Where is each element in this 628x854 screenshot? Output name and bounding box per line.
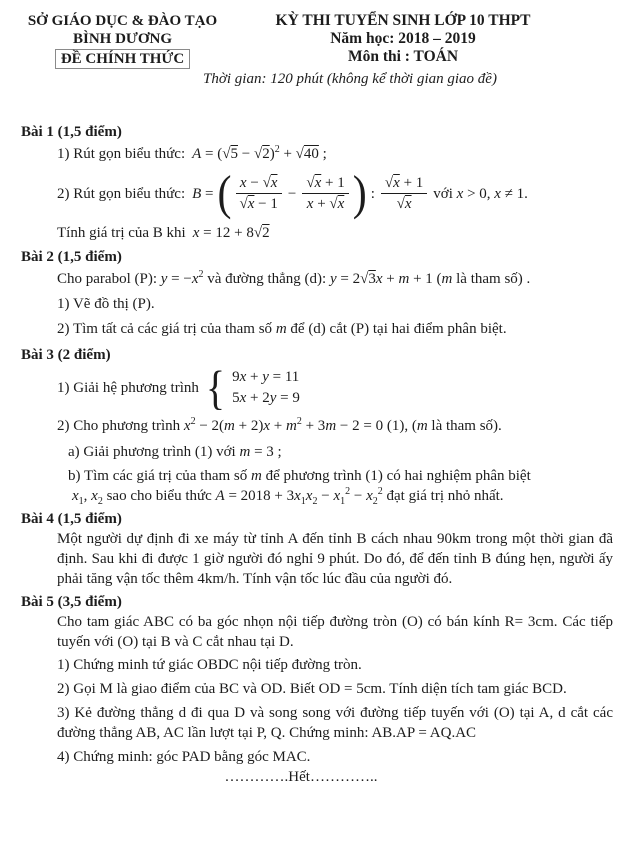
item-prefix: Tính giá trị của B khi: [57, 225, 186, 241]
bai1-item2: [57, 167, 612, 220]
bai5-item1: 1) Chứng minh tứ giác OBDC nội tiếp đường tròn.: [57, 657, 362, 673]
formula-A: $A = (√5 - √2)^2 + √40$ ;: [192, 144, 327, 162]
header-right-block: [238, 12, 568, 66]
formula-condition: với x > 0, x ≠ 1.: [433, 185, 528, 202]
exam-title: KỲ THI TUYỂN SINH LỚP 10 THPT: [275, 12, 531, 29]
fraction-3: [381, 174, 427, 213]
official-exam-label: ĐỀ CHÍNH THỨC: [55, 49, 190, 69]
header-left-block: [20, 12, 225, 69]
bai3-item2b-line2: $x_1$, $x_2$ sao cho biểu thức $A = 2018 + 3x_1x_2 - x_1^2 - x_2^2$ đạt giá trị nhỏ nhất.: [72, 486, 504, 507]
section-heading-bai5: Bài 5 (3,5 điểm): [21, 594, 122, 610]
item-prefix: 1) Giải hệ phương trình: [57, 380, 199, 396]
fraction-1: [236, 174, 282, 213]
bai3-item2a: a) Giải phương trình (1) với m = 3 ;: [68, 444, 282, 460]
exam-body: [0, 122, 628, 787]
school-year: Năm học: 2018 – 2019: [330, 30, 476, 47]
bai3-item1: 1) Giải hệ phương trình { 9x + y = 11 5x + 2y = 9: [57, 360, 300, 415]
bai1-item1: [57, 144, 612, 164]
numerator: x − √x: [236, 174, 282, 194]
divide-operator: :: [370, 185, 375, 202]
formula-lhs: B =: [192, 185, 214, 202]
exam-duration: Thời gian: 120 phút (không kể thời gian giao đề): [203, 71, 497, 87]
bai3-item2b-line1: b) Tìm các giá trị của tham số m để phương trình (1) có hai nghiệm phân biệt: [68, 468, 531, 484]
bai2-item2: 2) Tìm tất cả các giá trị của tham số m để (d) cắt (P) tại hai điểm phân biệt.: [57, 321, 507, 337]
end-of-exam-marker: ………….Hết…………..: [224, 769, 378, 785]
exam-subject: Môn thi : TOÁN: [347, 48, 459, 65]
fraction-2: [302, 174, 348, 213]
bai3-item2: 2) Cho phương trình $x^2 - 2(m + 2)x + m^2 + 3m - 2 = 0$ (1), (m là tham số).: [57, 416, 502, 434]
exam-header: [0, 0, 628, 96]
denominator: √x: [396, 196, 412, 212]
bai5-item3: 3) Kẻ đường thẳng d đi qua D và song song với đường tiếp tuyến với (O) tại A, d cắt các đường thẳng AB, AC lần lượt tại P, Q. Chứng minh: AB.AP = AQ.AC: [57, 705, 613, 741]
section-heading-bai4: Bài 4 (1,5 điểm): [21, 511, 122, 527]
formula-x-value: x = 12 + 8√2: [192, 225, 270, 241]
formula-B: B = ( $\frac{x - √x}{√x - 1}$ − $\frac{√x + 1}{x + √x}$ ) : $\frac{√x + 1}{√x}$ với x > 0, x ≠ 1.: [192, 167, 528, 220]
bai4-problem-text: Một người dự định đi xe máy từ tỉnh A đến tỉnh B cách nhau 90km trong một thời gian đã định. Sau khi đi được 1 giờ người đó nghỉ 9 phút. Do đó, để đến tỉnh B đúng hẹn, người ấy phải tăng vận tốc thêm 4km/h. Tính vận tốc lúc đầu của người đó.: [57, 531, 613, 587]
province-name: BÌNH DƯƠNG: [72, 31, 173, 47]
numerator: √x + 1: [381, 174, 427, 194]
section-heading-bai1: Bài 1 (1,5 điểm): [21, 124, 122, 140]
equation-system: [232, 367, 300, 409]
item-prefix: 1) Rút gọn biểu thức:: [57, 146, 186, 162]
bai1-item3: [57, 223, 612, 243]
section-heading-bai3: Bài 3 (2 điểm): [21, 347, 111, 363]
bai2-item1: 1) Vẽ đồ thị (P).: [57, 296, 155, 312]
numerator: √x + 1: [302, 174, 348, 194]
equation-2: 5x + 2y = 9: [232, 390, 300, 406]
bai5-intro: Cho tam giác ABC có ba góc nhọn nội tiếp đường tròn (O) có bán kính R= 3cm. Các tiếp tuyến với (O) tại B và C cắt nhau tại D.: [57, 614, 613, 650]
minus-operator: −: [287, 185, 297, 202]
bai5-item4: 4) Chứng minh: góc PAD bằng góc MAC.: [57, 749, 311, 765]
department-name: SỞ GIÁO DỤC & ĐÀO TẠO: [27, 13, 218, 29]
denominator: x + √x: [306, 196, 345, 212]
denominator: √x − 1: [239, 196, 278, 212]
section-heading-bai2: Bài 2 (1,5 điểm): [21, 249, 122, 265]
bai2-intro: Cho parabol (P): $y = -x^2$ và đường thẳng (d): y = 2√3x + m + 1 (m là tham số) .: [57, 269, 531, 287]
item-prefix: 2) Rút gọn biểu thức:: [57, 185, 186, 202]
bai5-item2: 2) Gọi M là giao điểm của BC và OD. Biết OD = 5cm. Tính diện tích tam giác BCD.: [57, 681, 567, 697]
equation-1: 9x + y = 11: [232, 369, 300, 385]
